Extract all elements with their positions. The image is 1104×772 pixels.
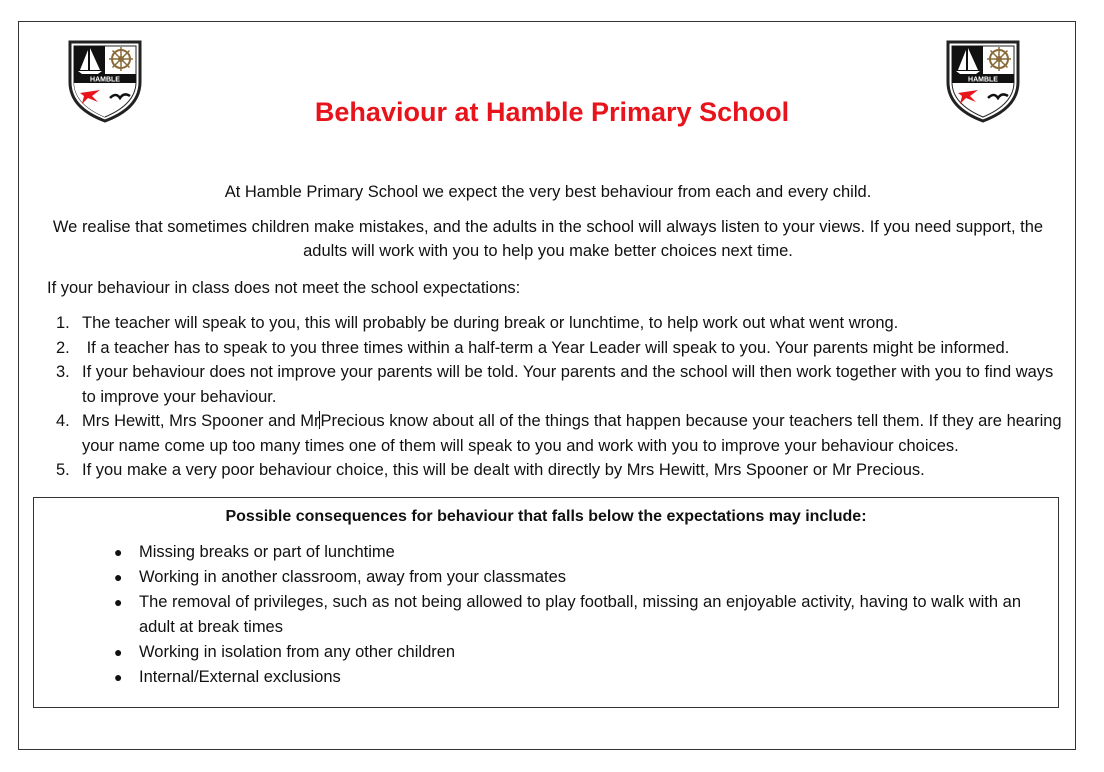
realise-text: We realise that sometimes children make mistakes, and the adults in the school will always listen to your views. If you need support, the adults will work with you to help you make better choices next time. — [52, 218, 1044, 260]
consequence-text: Working in another classroom, away from your classmates — [139, 568, 567, 586]
step-text: If your behaviour does not improve your parents will be told. Your parents and the school will then work together with you to find ways to improve your behaviour. — [82, 363, 1054, 406]
step-number: 2. — [56, 338, 70, 357]
bullet-icon: ● — [114, 644, 123, 660]
list-item — [47, 311, 1067, 336]
list-item — [114, 665, 1044, 690]
step-text: The teacher will speak to you, this will probably be during break or lunchtime, to help work out what went wrong. — [82, 314, 899, 332]
step-number: 1. — [56, 314, 70, 332]
consequence-text: The removal of privileges, such as not being allowed to play football, missing an enjoyable activity, having to walk with an adult at break times — [139, 593, 1022, 636]
expectations-lead-in: If your behaviour in class does not meet the school expectations: — [47, 279, 521, 297]
bullet-icon: ● — [114, 594, 123, 610]
bullet-icon: ● — [114, 669, 123, 685]
list-item — [114, 565, 1044, 590]
list-item — [47, 409, 1067, 458]
consequences-heading: Possible consequences for behaviour that falls below the expectations may include: — [225, 508, 867, 525]
svg-text:HAMBLE: HAMBLE — [90, 76, 120, 84]
step-number: 3. — [56, 363, 70, 381]
step-text: If a teacher has to speak to you three times within a half-term a Year Leader will speak to you. Your parents might be informed. — [82, 338, 1010, 357]
bullet-icon: ● — [114, 544, 123, 560]
consequence-text: Internal/External exclusions — [139, 668, 341, 686]
bullet-icon: ● — [114, 569, 123, 585]
step-text: If you make a very poor behaviour choice, this will be dealt with directly by Mrs Hewitt, Mrs Spooner or Mr Precious. — [82, 461, 925, 479]
consequence-text: Missing breaks or part of lunchtime — [139, 543, 395, 561]
step-text-after-cursor: Precious know about all of the things that happen because your teachers tell them. If they are hearing your name come up too many times one of them will speak to you and work with you to improve your behaviour choices. — [82, 412, 1062, 455]
steps-list — [47, 311, 1067, 483]
list-item — [114, 540, 1044, 565]
intro-text: At Hamble Primary School we expect the very best behaviour from each and every child. — [224, 183, 872, 201]
page-title: Behaviour at Hamble Primary School — [314, 97, 790, 127]
step-text-before-cursor: Mrs Hewitt, Mrs Spooner and Mr — [82, 412, 320, 430]
step-number: 5. — [56, 461, 70, 479]
list-item — [114, 640, 1044, 665]
consequence-text: Working in isolation from any other children — [139, 643, 456, 661]
list-item — [47, 458, 1067, 483]
svg-text:HAMBLE: HAMBLE — [968, 76, 998, 84]
consequences-list — [114, 540, 1044, 690]
list-item — [47, 336, 1067, 361]
list-item — [114, 590, 1044, 640]
list-item — [47, 360, 1067, 409]
consequences-box — [33, 497, 1059, 708]
step-number: 4. — [56, 412, 70, 430]
